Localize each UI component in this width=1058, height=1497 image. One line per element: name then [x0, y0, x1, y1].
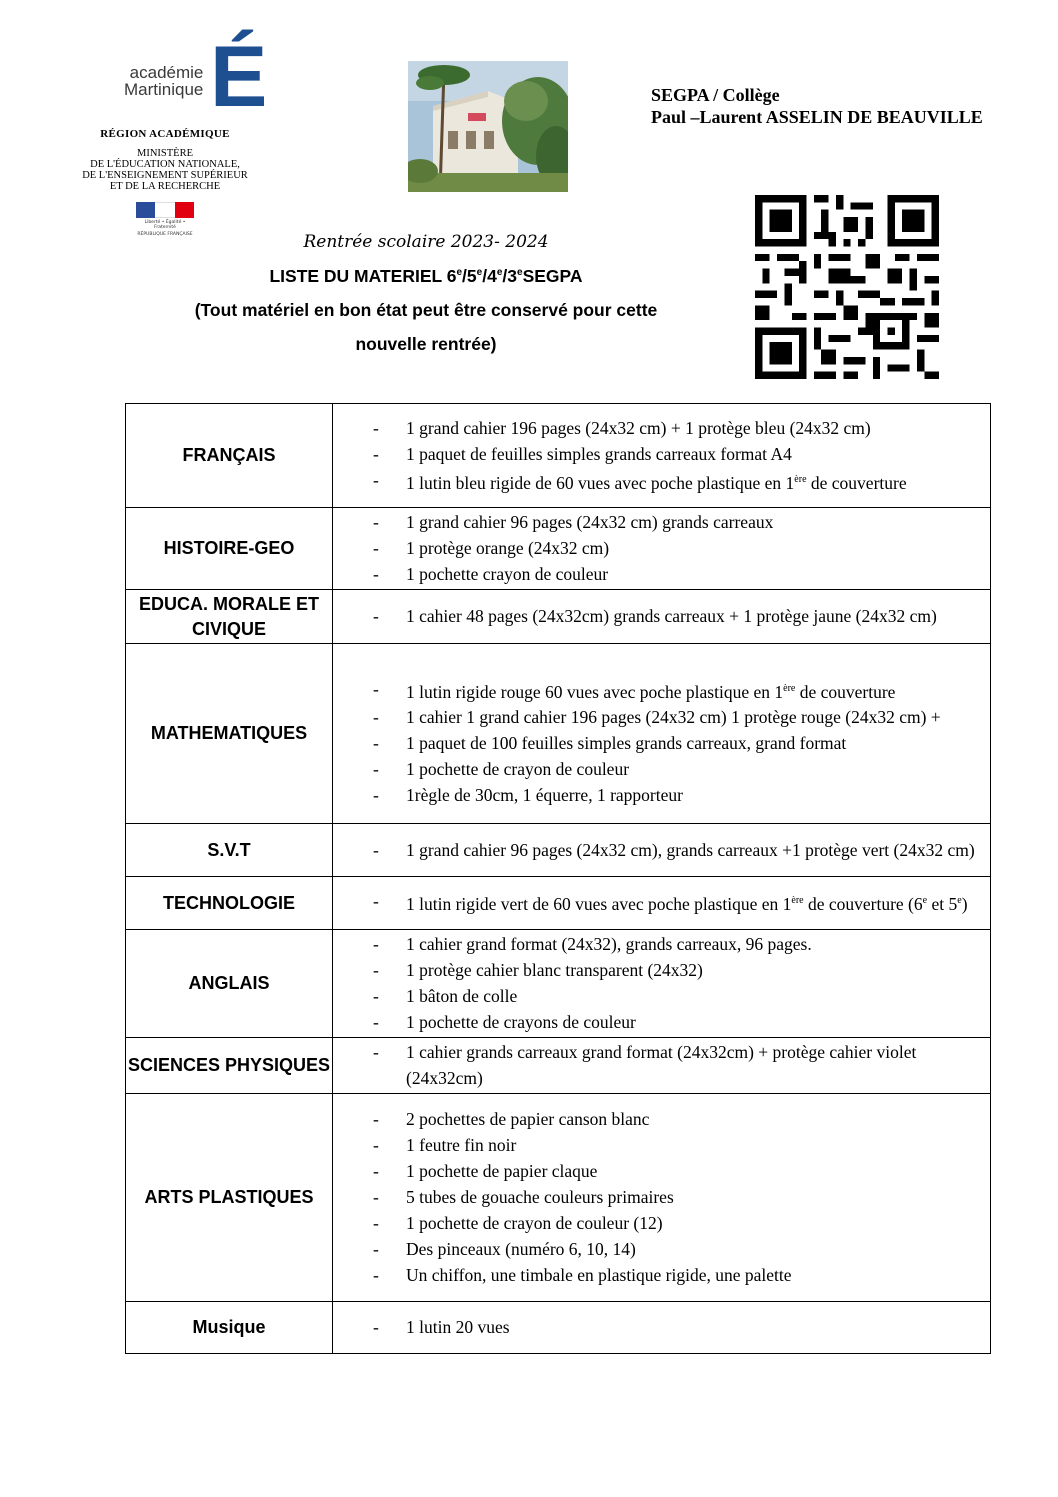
subject-name: TECHNOLOGIE [126, 877, 333, 930]
list-title: LISTE DU MATERIEL 6e/5e/4e/3eSEGPA [269, 265, 583, 286]
item-list [333, 657, 990, 811]
list-item: - 1 lutin 20 vues [333, 1314, 984, 1340]
list-item: - 1 feutre fin noir [333, 1132, 984, 1158]
item-list [333, 602, 990, 631]
list-item: - 1règle de 30cm, 1 équerre, 1 rapporteur [333, 782, 984, 808]
academie-mark [60, 29, 270, 126]
note-line-2: nouvelle rentrée) [355, 333, 497, 354]
document-headings [122, 228, 730, 361]
list-item: - 1 bâton de colle [333, 983, 984, 1009]
list-item: - 1 pochette de crayon de couleur [333, 756, 984, 782]
school-year-title: Rentrée scolaire 2023- 2024 [303, 232, 549, 252]
ministere-text [60, 148, 270, 192]
list-item: - 1 lutin rigide vert de 60 vues avec poche plastique en 1ère de couverture (6e et 5e) [333, 888, 984, 917]
item-list [333, 414, 990, 498]
subject-name: S.V.T [126, 824, 333, 877]
table-row [126, 930, 991, 1038]
list-item: - 5 tubes de gouache couleurs primaires [333, 1184, 984, 1210]
subject-name: FRANÇAIS [126, 404, 333, 508]
note-line-1: (Tout matériel en bon état peut être conservé pour cette [194, 299, 658, 320]
logo-line-1: académie [129, 63, 204, 82]
subject-name: SCIENCES PHYSIQUES [126, 1038, 333, 1094]
item-list [333, 508, 990, 589]
list-item: - 1 grand cahier 96 pages (24x32 cm), grands carreaux +1 protège vert (24x32 cm) [333, 837, 984, 863]
subject-name: HISTOIRE-GEO [126, 508, 333, 590]
list-item: - 1 pochette crayon de couleur [333, 561, 984, 587]
logo-line-2: Martinique [124, 80, 204, 99]
list-item: - 1 pochette de papier claque [333, 1158, 984, 1184]
region-academique: RÉGION ACADÉMIQUE [100, 128, 230, 140]
item-list [333, 836, 990, 865]
ministere-line: DE L'ÉDUCATION NATIONALE, [90, 159, 240, 170]
academie-logo [60, 29, 270, 237]
table-row [126, 404, 991, 508]
list-item: - 1 pochette de crayons de couleur [333, 1009, 984, 1035]
school-building-photo [408, 61, 568, 192]
item-list [333, 1105, 990, 1290]
table-row [126, 877, 991, 930]
list-item: - 1 lutin rigide rouge 60 vues avec poche plastique en 1ère de couverture [333, 676, 984, 705]
french-flag-icon [136, 202, 194, 218]
table-row [126, 508, 991, 590]
list-item: - 1 grand cahier 96 pages (24x32 cm) grands carreaux [333, 509, 984, 535]
ministere-line: MINISTÈRE [137, 148, 193, 159]
table-row [126, 1094, 991, 1302]
table-row [126, 590, 991, 644]
list-item: - 1 paquet de 100 feuilles simples grands carreaux, grand format [333, 730, 984, 756]
list-item: - 1 protège orange (24x32 cm) [333, 535, 984, 561]
flag-caption-republique: RÉPUBLIQUE FRANÇAISE [137, 232, 193, 237]
list-item: - Des pinceaux (numéro 6, 10, 14) [333, 1236, 984, 1262]
materiel-table [125, 403, 991, 1354]
flag-caption-devise: Liberté • Égalité • Fraternité [144, 220, 186, 230]
item-list [333, 1038, 990, 1093]
table-row [126, 644, 991, 824]
list-item: - 1 cahier 1 grand cahier 196 pages (24x32 cm) 1 protège rouge (24x32 cm) + [333, 704, 984, 730]
subject-name: EDUCA. MORALE ET CIVIQUE [126, 590, 333, 644]
school-name [651, 84, 983, 128]
subject-name: ANGLAIS [126, 930, 333, 1038]
list-item: - 1 protège cahier blanc transparent (24x32) [333, 957, 984, 983]
list-item: - 1 pochette de crayon de couleur (12) [333, 1210, 984, 1236]
subject-name: ARTS PLASTIQUES [126, 1094, 333, 1302]
list-item: - 2 pochettes de papier canson blanc [333, 1106, 984, 1132]
list-item: - 1 lutin bleu rigide de 60 vues avec poche plastique en 1ère de couverture [333, 467, 984, 496]
ministere-line: ET DE LA RECHERCHE [109, 181, 221, 192]
list-item: - 1 grand cahier 196 pages (24x32 cm) + 1 protège bleu (24x32 cm) [333, 415, 984, 441]
item-list [333, 1313, 990, 1342]
ministere-line: DE L'ENSEIGNEMENT SUPÉRIEUR [82, 170, 248, 181]
school-line-1: SEGPA / Collège [651, 85, 780, 105]
table-row [126, 824, 991, 877]
subject-name: MATHEMATIQUES [126, 644, 333, 824]
list-item: - Un chiffon, une timbale en plastique rigide, une palette [333, 1262, 984, 1288]
list-item: - 1 cahier 48 pages (24x32cm) grands carreaux + 1 protège jaune (24x32 cm) [333, 603, 984, 629]
list-item: - 1 paquet de feuilles simples grands carreaux format A4 [333, 441, 984, 467]
list-item: - 1 cahier grands carreaux grand format (24x32cm) + protège cahier violet (24x32cm) [333, 1039, 984, 1091]
table-row [126, 1038, 991, 1094]
subject-name: Musique [126, 1302, 333, 1354]
school-line-2: Paul –Laurent ASSELIN DE BEAUVILLE [651, 107, 983, 127]
table-row [126, 1302, 991, 1354]
qr-code-icon[interactable] [755, 195, 939, 379]
list-item: - 1 cahier grand format (24x32), grands carreaux, 96 pages. [333, 931, 984, 957]
logo-e-mark: É [210, 29, 268, 125]
item-list [333, 887, 990, 919]
item-list [333, 930, 990, 1037]
